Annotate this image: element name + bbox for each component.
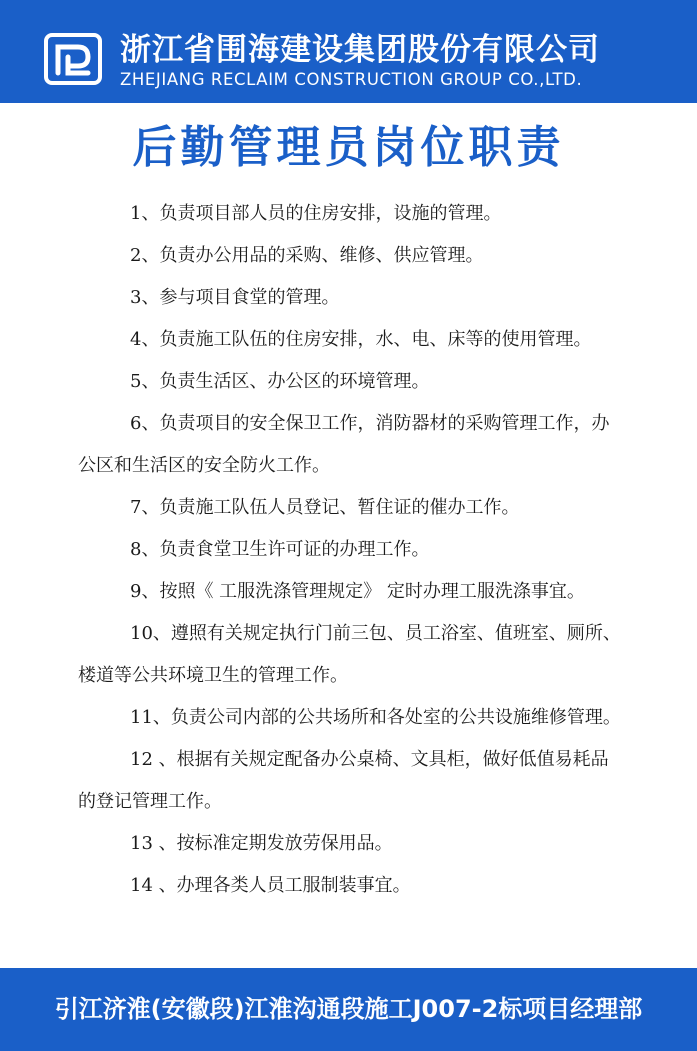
duty-item-4: 4、负责施工队伍的住房安排，水、电、床等的使用管理。 bbox=[130, 329, 592, 350]
company-logo-icon bbox=[44, 33, 102, 85]
duty-item-2: 2、负责办公用品的采购、维修、供应管理。 bbox=[130, 245, 484, 266]
company-name-chinese: 浙江省围海建设集团股份有限公司 bbox=[120, 32, 600, 68]
company-name-english: ZHEJIANG RECLAIM CONSTRUCTION GROUP CO.,LTD. bbox=[120, 70, 583, 89]
duty-item-7: 7、负责施工队伍人员登记、暂住证的催办工作。 bbox=[130, 497, 520, 518]
duty-item-9: 9、按照《 工服洗涤管理规定》 定时办理工服洗涤事宜。 bbox=[130, 581, 585, 602]
duty-item-8: 8、负责食堂卫生许可证的办理工作。 bbox=[130, 539, 430, 560]
duty-list bbox=[78, 193, 626, 907]
duty-item-5: 5、负责生活区、办公区的环境管理。 bbox=[130, 371, 430, 392]
duty-item-6: 6、负责项目的安全保卫工作，消防器材的采购管理工作，办公区和生活区的安全防火工作。 bbox=[78, 413, 610, 476]
duty-item-3: 3、参与项目食堂的管理。 bbox=[130, 287, 340, 308]
duty-item-10: 10、遵照有关规定执行门前三包、员工浴室、值班室、厕所、楼道等公共环境卫生的管理工作。 bbox=[78, 623, 621, 686]
header-banner bbox=[0, 0, 697, 103]
duty-item-12: 12 、根据有关规定配备办公桌椅、文具柜，做好低值易耗品的登记管理工作。 bbox=[78, 749, 609, 812]
duty-item-1: 1、负责项目部人员的住房安排，设施的管理。 bbox=[130, 203, 502, 224]
project-department-name: 引江济淮(安徽段)江淮沟通段施工J007-2标项目经理部 bbox=[54, 995, 643, 1023]
duty-item-11: 11、负责公司内部的公共场所和各处室的公共设施维修管理。 bbox=[130, 707, 621, 728]
duty-item-13: 13 、按标准定期发放劳保用品。 bbox=[130, 833, 393, 854]
duty-item-14: 14 、办理各类人员工服制装事宜。 bbox=[130, 875, 411, 896]
footer-banner bbox=[0, 968, 697, 1051]
page-title: 后勤管理员岗位职责 bbox=[132, 122, 565, 173]
